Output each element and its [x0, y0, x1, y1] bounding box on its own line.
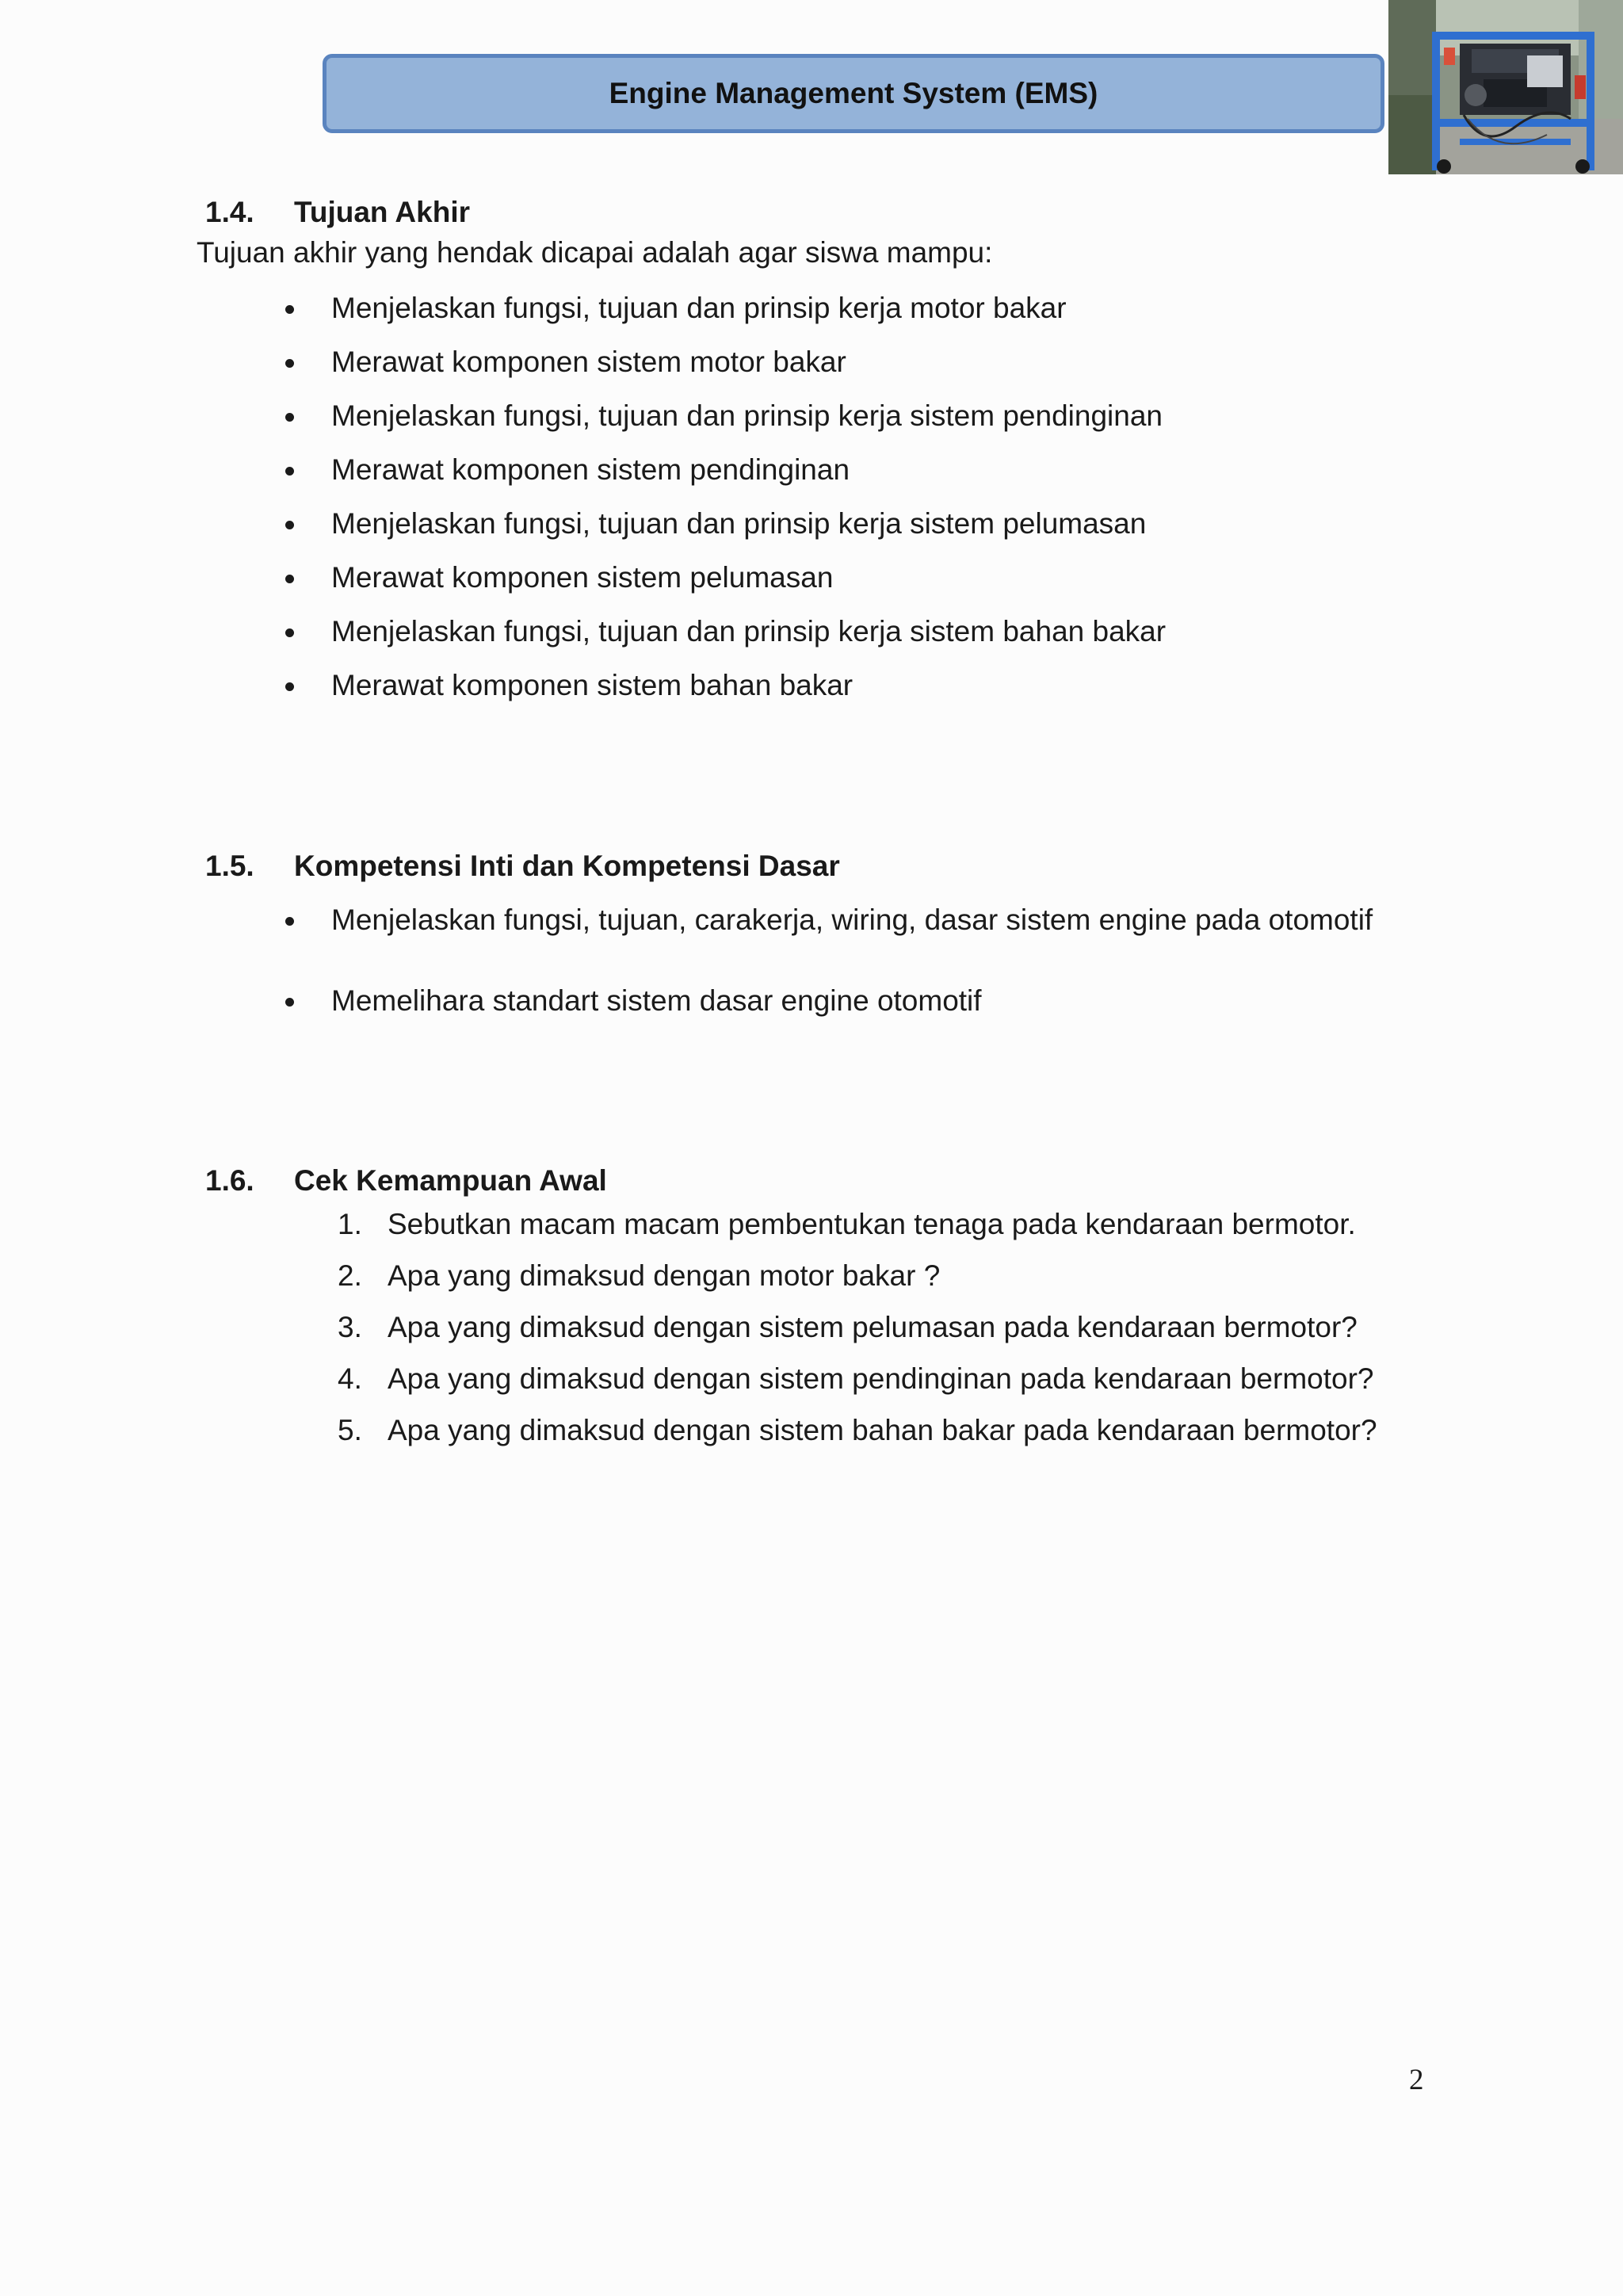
- bullet-icon: [285, 917, 294, 926]
- bullet-icon: [285, 682, 294, 691]
- bullet-icon: [285, 998, 294, 1007]
- item-number: 5.: [338, 1414, 362, 1446]
- bullet-icon: [285, 575, 294, 583]
- bullet-icon: [285, 521, 294, 529]
- bullet-icon: [285, 413, 294, 422]
- item-number: 2.: [338, 1259, 362, 1292]
- bullet-icon: [285, 305, 294, 314]
- section-intro: Tujuan akhir yang hendak dicapai adalah agar siswa mampu:: [197, 236, 993, 269]
- item-number: 1.: [338, 1208, 362, 1240]
- bullet-icon: [285, 359, 294, 368]
- section-number: 1.5.: [205, 850, 254, 882]
- page-number: 2: [1409, 2064, 1424, 2096]
- section-number: 1.6.: [205, 1164, 254, 1197]
- item-number: 4.: [338, 1362, 362, 1395]
- section-title: Tujuan Akhir: [294, 196, 470, 228]
- section-title: Kompetensi Inti dan Kompetensi Dasar: [294, 850, 840, 882]
- header-banner: [323, 54, 1384, 133]
- bullet-icon: [285, 467, 294, 476]
- section-number: 1.4.: [205, 196, 254, 228]
- bullet-icon: [285, 628, 294, 637]
- item-number: 3.: [338, 1311, 362, 1343]
- section-title: Cek Kemampuan Awal: [294, 1164, 607, 1197]
- page-title: Engine Management System (EMS): [609, 77, 1098, 109]
- engine-trainer-photo: [1388, 0, 1623, 174]
